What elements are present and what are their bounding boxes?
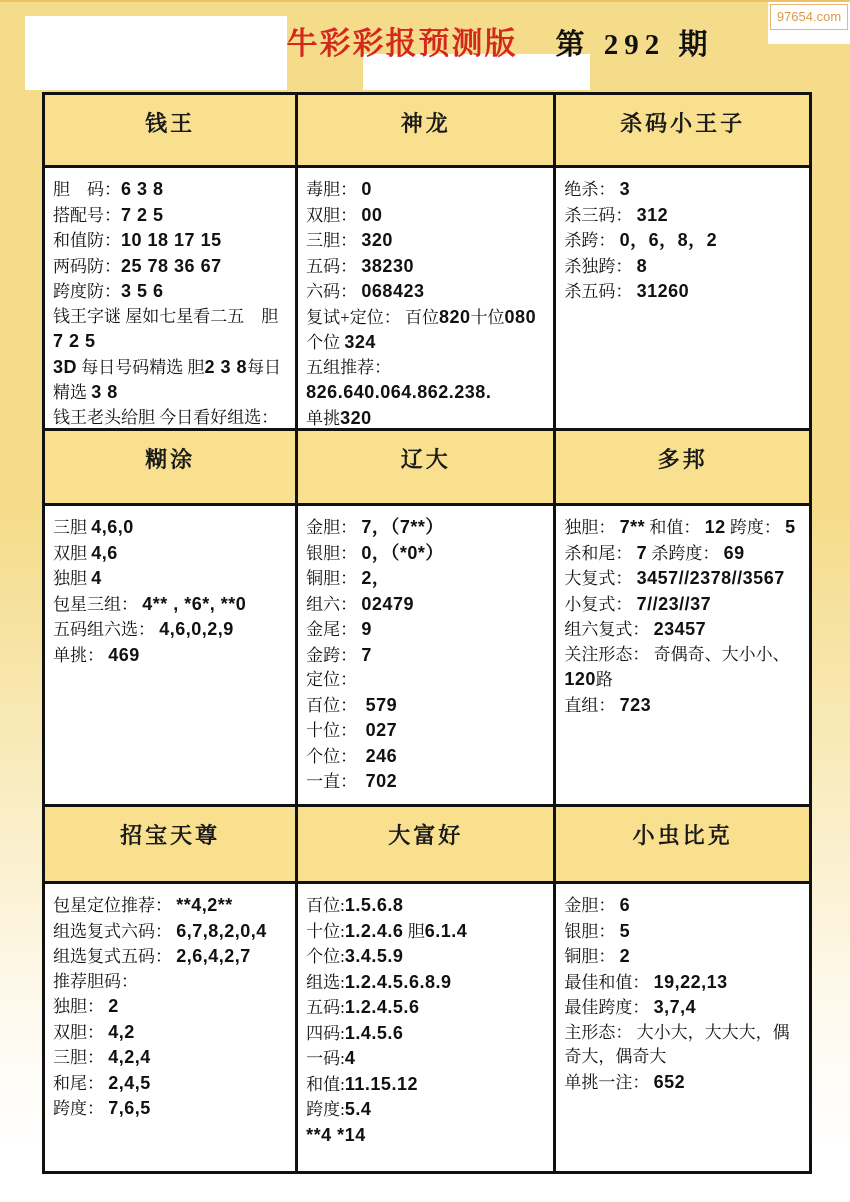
label-text: 包星定位推荐： [53,896,177,915]
label-text: 个位 [306,333,345,352]
value-text: 4 [91,568,102,588]
text-line [564,254,802,280]
label-text: 三胆： [306,231,362,250]
text-line [306,541,546,567]
text-line [53,994,288,1020]
label-text: 直组： [564,695,620,715]
section-content-qianwang [45,168,295,428]
value-text: 652 [653,1071,686,1092]
label-text: 最佳和值： [564,972,654,992]
value-text: 31260 [636,281,690,301]
value-text: 702 [365,771,398,791]
label-text: 一直： [306,772,366,791]
text-line [306,515,546,541]
label-text: 六码： [306,282,362,301]
text-line [564,893,802,919]
text-line [306,944,546,970]
label-text: 定位： [306,670,358,689]
value-text: 0，（*0*） [361,542,444,563]
label-text: 和尾： [53,1073,109,1093]
section-content-shenlong [298,168,553,428]
text-line [564,970,802,996]
text-line [306,406,546,432]
value-text: 2 3 8 [204,356,248,377]
section-header-hutu: 糊涂 [45,431,295,503]
label-text: 复试+定位： 百位 [306,307,439,327]
text-line [306,970,546,996]
label-text: 跨度： [725,518,786,537]
section-header-dafuhao: 大富好 [298,807,553,881]
label-text: 双胆 [53,543,92,563]
label-text: 铜胆： [306,569,362,588]
value-text: 8 [636,255,648,276]
value-text: 02479 [361,593,414,614]
value-text: 027 [365,720,398,740]
label-text: 搭配号： [53,205,121,225]
label-text: 单挑一注： [564,1072,654,1092]
label-text: 和值: [306,1074,345,1094]
value-text: 0，6，8，2 [619,230,718,250]
text-line [53,203,288,229]
section-content-zhaobao-tianzun [45,884,295,1171]
text-line [306,1072,546,1098]
label-text: 十位 [470,307,505,327]
text-line [306,718,546,744]
section-content-xiaochong-bike [556,884,809,1171]
label-text: 主形态： 大小大，大大大，偶奇大，偶奇大 [564,1022,790,1066]
value-text: 4,6,0,2,9 [159,619,234,639]
text-line [306,254,546,280]
text-line [53,970,288,995]
label-text: 双胆： [306,205,362,225]
label-text: 杀五码： [564,282,637,301]
value-text: 579 [365,694,398,715]
text-line [564,228,802,254]
value-text: 120 [564,669,596,689]
section-header-liaoda: 辽大 [298,431,553,503]
text-line [564,515,802,566]
value-text: 2 [108,996,119,1016]
text-line [564,1021,802,1070]
text-line [306,279,546,305]
text-line [53,228,288,254]
text-line [564,177,802,203]
section-content-duobang [556,506,809,804]
section-header-duobang: 多邦 [556,431,809,503]
label-text: 组选复式六码： [53,921,177,941]
value-text: 23457 [653,619,707,639]
text-line [564,944,802,970]
label-text: 每日号码精选 胆 [77,357,205,377]
value-text: 9 [361,619,372,639]
text-line [564,1070,802,1096]
text-line [53,919,288,945]
text-line [53,279,288,305]
text-line [306,693,546,719]
text-line [53,541,288,567]
label-text: 小复式： [564,594,637,614]
label-text: 三胆： [53,1048,109,1067]
label-text: 独胆： [53,997,109,1016]
value-text: 1.2.4.5.6.8.9 [344,971,452,992]
value-text: 1.2.4.6 [344,920,404,941]
value-text: **4,2** [176,895,233,915]
label-text: 胆 码： [53,180,121,199]
text-line [306,617,546,643]
label-text: 杀和尾： [564,543,637,563]
value-text: 068423 [361,281,425,301]
value-text: 246 [365,745,398,766]
text-line [564,693,802,719]
text-line [564,279,802,305]
value-text: 7//23//37 [636,593,712,614]
section-header-zhaobao-tianzun: 招宝天尊 [45,807,295,881]
value-text: 080 [504,306,537,327]
value-text: 320 [340,407,372,428]
value-text: **4 *14 [306,1124,366,1145]
site-badge: 97654.com [770,4,848,30]
label-text: 杀三码： [564,205,637,225]
label-text: 钱王老头给胆 今日看好组选： [53,407,279,427]
value-text: 3.4.5.9 [344,946,404,966]
value-text: 469 [108,644,140,665]
section-header-qianwang: 钱王 [45,95,295,165]
value-text: 4,6 [91,542,118,563]
text-line [564,643,802,693]
value-text: 4,2,4 [108,1047,151,1067]
value-text: 7 2 5 [121,204,164,225]
label-text: 组六复式： [564,620,654,639]
value-text: 6,7,8,2,0,4 [176,920,267,941]
value-text: 6 3 8 [121,179,164,199]
label-text: 跨度： [53,1099,109,1118]
value-text: 1.4.5.6 [344,1022,404,1043]
text-line [53,1020,288,1046]
text-line [53,305,288,355]
value-text: 5 [785,517,796,537]
label-text: 组六： [306,594,362,614]
text-line [306,643,546,669]
label-text: 单挑： [53,645,109,665]
value-text: 1.5.6.8 [344,895,404,915]
value-text: 3D [53,356,78,377]
text-line [306,995,546,1021]
issue-number: 第 292 期 [555,29,714,61]
text-line [53,893,288,919]
text-line [306,1097,546,1123]
text-line [564,592,802,618]
label-text: 五码: [306,998,345,1017]
value-text: 4,2 [108,1021,135,1042]
value-text: 7,6,5 [108,1098,151,1118]
label-text: 关注形态： 奇偶奇、大小小、 [564,644,790,664]
value-text: 5.4 [344,1099,372,1119]
text-line [306,203,546,229]
label-text: 杀跨： [564,231,620,250]
label-text: 独胆 [53,569,92,588]
label-text: 毒胆： [306,180,362,199]
label-text: 铜胆： [564,947,620,966]
value-text: 2,6,4,2,7 [176,946,251,966]
label-text: 个位： [306,746,366,766]
value-text: 7，（7**） [361,517,444,537]
label-text: 跨度防： [53,282,121,301]
value-text: 2 [619,946,631,966]
label-text: 十位: [306,921,345,941]
text-line [306,668,546,693]
label-text: 和值： [645,518,705,537]
page-title: 牛彩彩报预测版 [286,26,518,61]
value-text: 3457//2378//3567 [636,568,785,588]
prediction-table [42,92,812,1174]
text-line [53,592,288,618]
label-text: 单挑 [306,408,341,428]
label-text: 个位: [306,947,345,966]
text-line [53,617,288,643]
value-text: 4** , *6*, **0 [142,593,247,614]
value-text: 820 [439,306,471,327]
value-text: 12 [704,517,726,537]
label-text: 一码: [306,1049,345,1068]
value-text: 5 [619,920,631,941]
value-text: 38230 [361,255,414,276]
section-header-shenlong: 神龙 [298,95,553,165]
value-text: 2,4,5 [108,1072,151,1093]
label-text: 大复式： [564,569,637,588]
text-line [306,566,546,592]
label-text: 银胆： [564,921,620,941]
label-text: 推荐胆码： [53,971,138,991]
value-text: 10 18 17 15 [121,230,222,250]
text-line [306,305,546,356]
text-line [306,1046,546,1072]
label-text: 五组推荐： [306,357,392,377]
text-line [53,177,288,203]
label-text: 金尾： [306,620,362,639]
value-text: 7** [619,517,646,537]
label-text: 金胆： [564,896,620,915]
label-text: 百位： [306,695,366,715]
text-line [564,919,802,945]
text-line [53,515,288,541]
section-content-dafuhao [298,884,553,1171]
label-text: 金胆： [306,518,362,537]
text-line [306,744,546,770]
label-text: 独胆： [564,518,620,537]
section-content-shama-xiaowangzi [556,168,809,428]
value-text: 2， [361,568,391,588]
label-text: 胆 [403,921,425,941]
label-text: 两码防： [53,256,121,276]
text-line [306,1021,546,1047]
text-line [306,228,546,254]
text-line [53,1096,288,1122]
page-header [0,18,850,63]
label-text: 杀独跨： [564,256,637,276]
value-text: 3,7,4 [653,997,697,1017]
label-text: 包星三组： [53,594,143,614]
value-text: 7 2 5 [53,331,96,351]
value-text: 4 [344,1048,356,1068]
label-text: 百位: [306,896,345,915]
value-text: 1.2.4.5.6 [344,997,420,1017]
value-text: 69 [723,542,745,563]
label-text: 跨度: [306,1100,345,1119]
value-text: 7 [361,644,372,665]
label-text: 杀跨度： [647,543,724,563]
text-line [306,356,546,406]
value-text: 4,6,0 [91,517,134,537]
text-line [53,566,288,592]
label-text: 路 [595,670,613,689]
text-line [564,995,802,1021]
label-text: 金跨： [306,645,362,665]
text-line [53,944,288,970]
text-line [53,1071,288,1097]
value-text: 6.1.4 [424,920,468,941]
section-content-liaoda [298,506,553,804]
label-text: 五码组六选： [53,620,160,639]
value-text: 7 [636,542,648,563]
value-text: 723 [619,694,652,715]
value-text: 3 [619,179,631,199]
section-header-shama-xiaowangzi: 杀码小王子 [556,95,809,165]
label-text: 三胆 [53,518,92,537]
label-text: 钱王字谜 屋如七星看二五 胆 [53,306,279,326]
value-text: 312 [636,204,669,225]
value-text: 6 [619,895,631,915]
value-text: 826.640.064.862.238. [306,382,492,402]
value-text: 11.15.12 [344,1073,418,1094]
value-text: 320 [361,230,393,250]
label-text: 银胆： [306,543,362,563]
text-line [306,769,546,795]
text-line [306,1123,546,1149]
label-text: 四码: [306,1023,345,1043]
value-text: 0 [361,179,372,199]
text-line [564,617,802,643]
text-line [53,643,288,669]
text-line [306,177,546,203]
section-content-hutu [45,506,295,804]
label-text: 每日精选 [53,357,282,402]
text-line [564,566,802,592]
text-line [53,355,288,406]
label-text: 和值防： [53,231,121,250]
text-line [306,919,546,945]
label-text: 绝杀： [564,180,620,199]
text-line [306,893,546,919]
label-text: 双胆： [53,1022,109,1042]
value-text: 19,22,13 [653,971,728,992]
text-line [53,1045,288,1071]
value-text: 3 5 6 [121,281,164,301]
value-text: 324 [344,332,376,352]
label-text: 五码： [306,256,362,276]
text-line [306,592,546,618]
value-text: 00 [361,204,383,225]
label-text: 组选复式五码： [53,947,177,966]
text-line [564,203,802,229]
value-text: 3 8 [91,382,118,402]
text-line [53,254,288,280]
section-header-xiaochong-bike: 小虫比克 [556,807,809,881]
label-text: 十位： [306,721,366,740]
label-text: 组选: [306,972,345,992]
value-text: 25 78 36 67 [121,255,222,276]
label-text: 最佳跨度： [564,998,654,1017]
